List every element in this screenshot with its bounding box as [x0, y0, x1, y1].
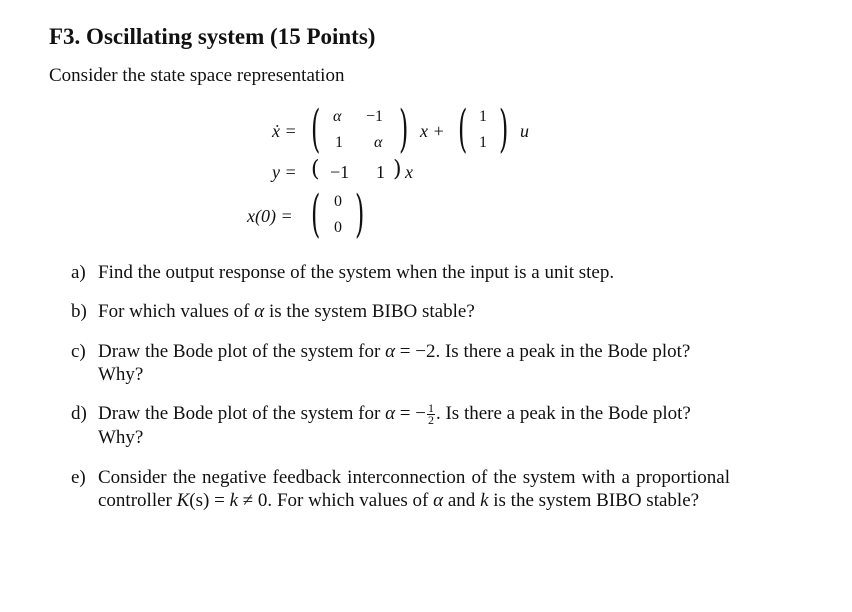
- matrix-a-cell: α: [374, 134, 383, 151]
- vector-x0-cell: 0: [334, 193, 342, 210]
- question-label: e): [71, 467, 86, 488]
- state-x: x: [405, 162, 413, 182]
- vector-c-cell: −1: [330, 162, 350, 182]
- input-u: u: [520, 121, 529, 141]
- vector-b-cell: 1: [479, 108, 487, 125]
- question-label: c): [71, 341, 86, 362]
- vector-b-cell: 1: [479, 134, 487, 151]
- matrix-a-cell: α: [333, 108, 342, 125]
- x-plus: x +: [420, 121, 445, 141]
- vector-c-cell: 1: [376, 162, 385, 182]
- x0-lhs: x(0) =: [247, 206, 293, 226]
- matrix-a-right-paren: ): [399, 99, 409, 159]
- problem-title: F3. Oscillating system (15 Points): [49, 24, 376, 49]
- vector-b-left-paren: (: [458, 99, 468, 159]
- fraction-one-half: $\frac{1}{2}$: [427, 401, 434, 427]
- matrix-a-left-paren: (: [311, 99, 321, 159]
- vector-b-right-paren: ): [499, 99, 509, 159]
- xdot-lhs: ẋ =: [272, 121, 297, 141]
- question-text: Consider the negative feedback interconnection of the system with a proportional controller K(s) = k ≠ 0. For which values of α and k is the system BIBO stable?: [98, 467, 730, 511]
- problem-intro: Consider the state space representation: [49, 65, 345, 86]
- vector-x0-left-paren: (: [311, 184, 321, 244]
- question-label: b): [71, 301, 87, 322]
- vector-c-right-paren: ): [393, 157, 402, 182]
- vector-x0-right-paren: ): [355, 184, 365, 244]
- matrix-a-cell: 1: [335, 134, 343, 151]
- question-label: d): [71, 403, 87, 424]
- question-label: a): [71, 262, 86, 283]
- vector-c-left-paren: (: [311, 157, 320, 182]
- question-text: Draw the Bode plot of the system for α = −2. Is there a peak in the Bode plot? Why?: [98, 341, 691, 385]
- question-text: For which values of α is the system BIBO stable?: [98, 301, 475, 322]
- y-lhs: y =: [272, 162, 297, 182]
- vector-x0-cell: 0: [334, 219, 342, 236]
- question-text: Draw the Bode plot of the system for α = − $\frac{1}{2}$ . Is there a peak in the Bode plot? Why?: [98, 401, 691, 448]
- question-text: Find the output response of the system when the input is a unit step.: [98, 262, 615, 283]
- matrix-a-cell: −1: [366, 108, 384, 125]
